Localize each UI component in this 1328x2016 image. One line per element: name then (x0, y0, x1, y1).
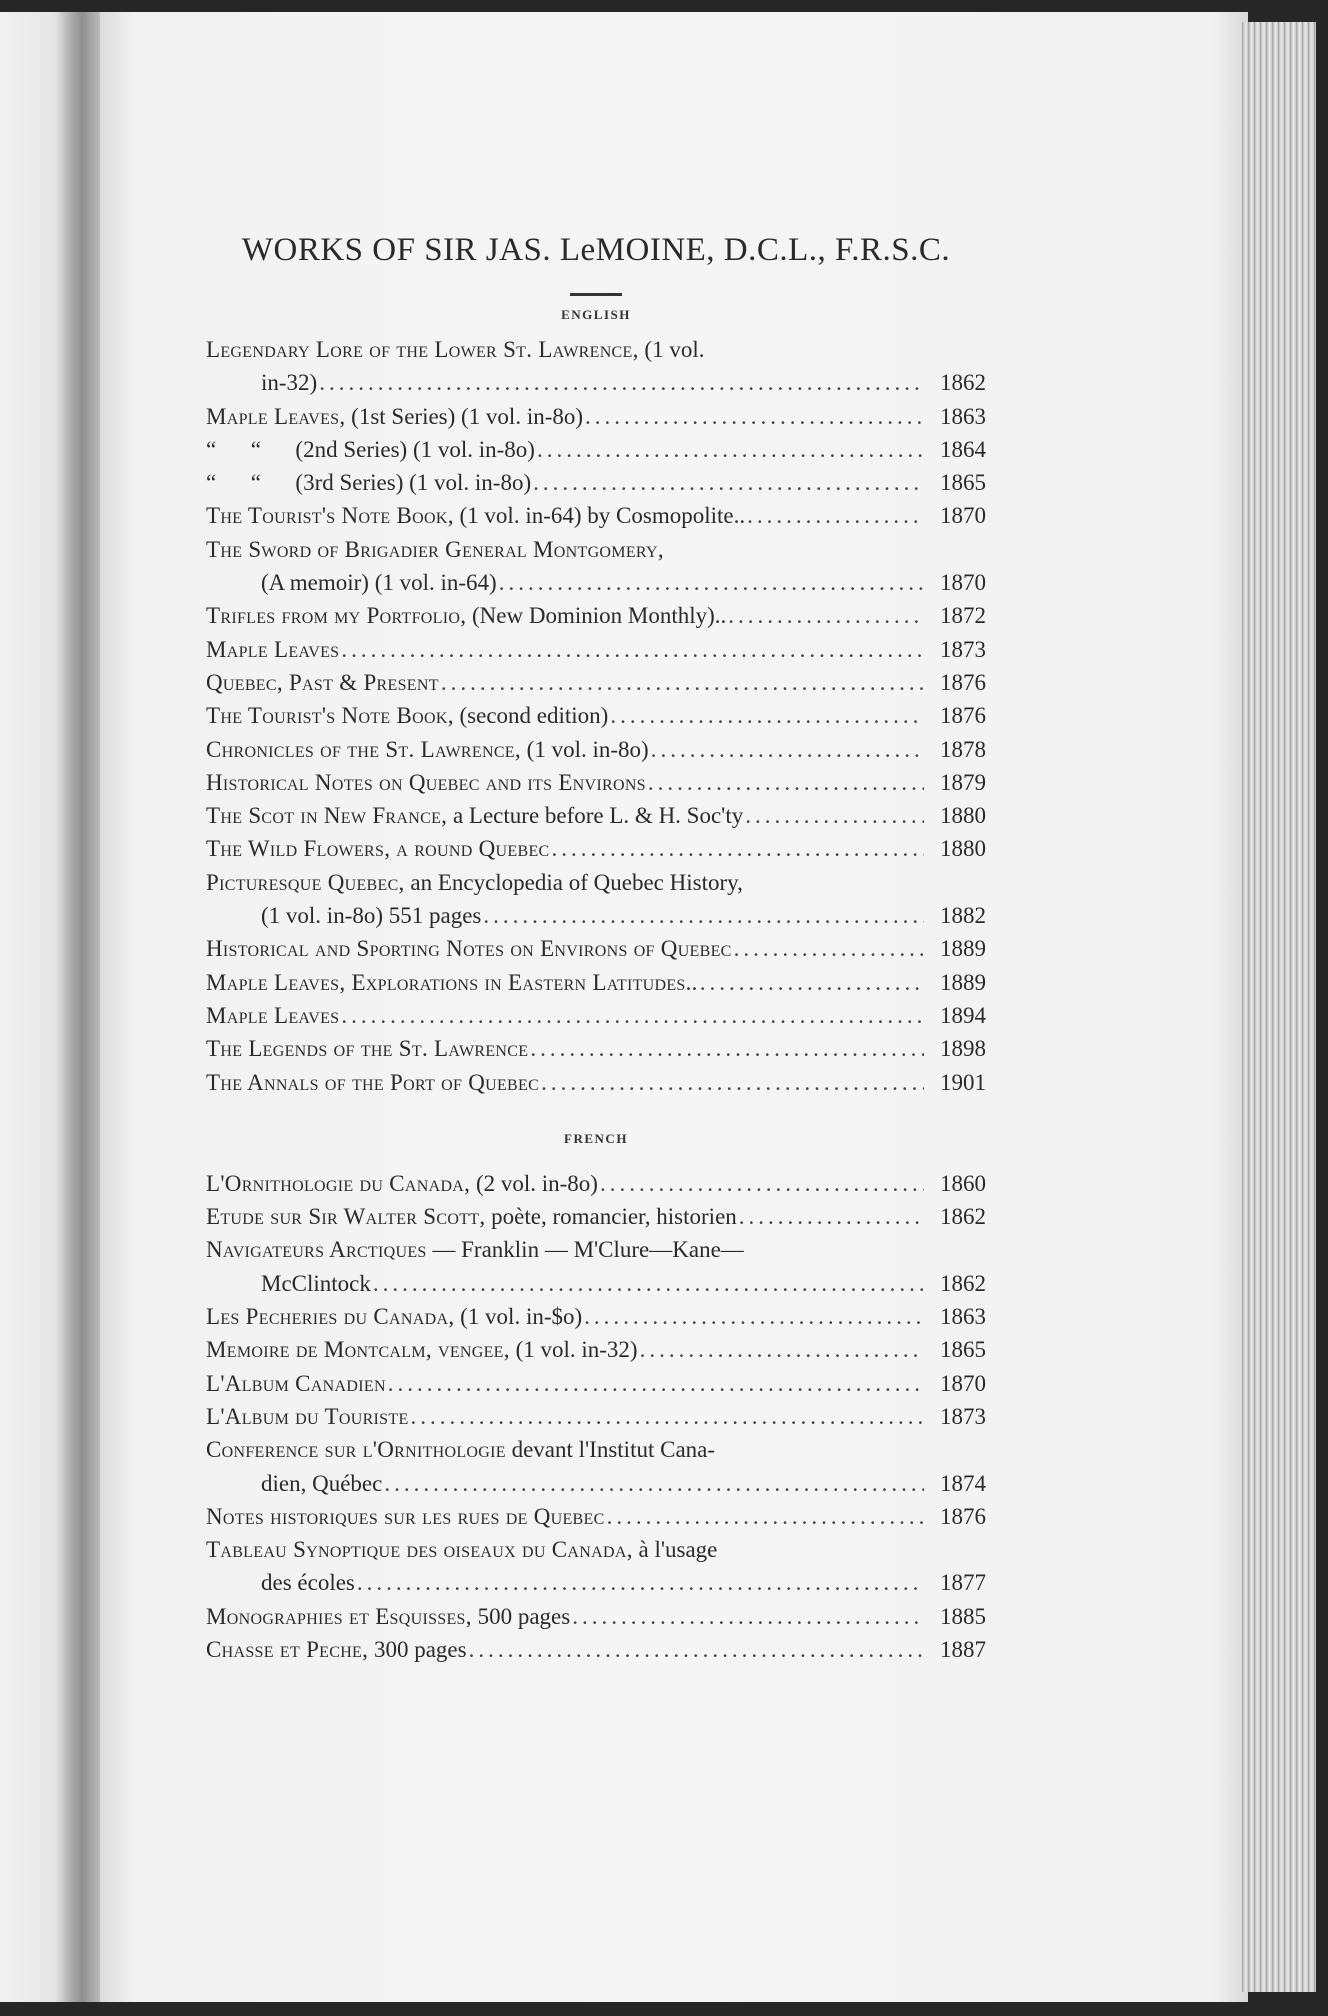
entry-title-text: “ “ (3rd Series) (1 vol. in-8o) (206, 470, 532, 496)
entry-title (261, 1267, 371, 1300)
list-item (206, 1167, 986, 1200)
entry-title-smallcaps: Maple Leaves (206, 1002, 340, 1028)
entry-year: 1860 (940, 1170, 986, 1196)
entry-year: 1870 (940, 503, 986, 529)
section-heading-french: FRENCH (564, 1130, 628, 1146)
entry-title (261, 566, 497, 599)
entry-line (206, 433, 986, 466)
entry-line (206, 866, 986, 899)
entry-title (206, 699, 608, 732)
leader-dots (605, 1500, 924, 1533)
entry-line (206, 599, 986, 632)
leader-dots (737, 1200, 924, 1233)
entry-year: 1870 (940, 570, 986, 596)
entry-line (206, 1300, 986, 1333)
entry-year: 1876 (940, 1503, 986, 1529)
leader-dots (382, 1467, 924, 1500)
entry-title-smallcaps: The Legends of the St. Lawrence (206, 1036, 529, 1062)
entry-title (206, 466, 531, 499)
entry-title-text: McClintock (261, 1270, 371, 1296)
leader-dots (317, 366, 924, 399)
entry-line (206, 1066, 986, 1099)
entry-title-text: (second edition) (453, 703, 609, 729)
list-item (206, 1533, 986, 1600)
entry-year: 1870 (940, 1370, 986, 1396)
entry-title-text: des écoles (261, 1570, 355, 1596)
entry-title (206, 932, 732, 965)
list-item (206, 1333, 986, 1366)
leader-dots (467, 1633, 924, 1666)
entry-line (206, 633, 986, 666)
entry-line (206, 1433, 986, 1466)
entry-year: 1873 (940, 636, 986, 662)
leader-dots (638, 1333, 924, 1366)
entry-title-smallcaps: The Scot in New France, (206, 803, 448, 829)
list-item (206, 799, 986, 832)
entry-title-smallcaps: Tableau Synoptique des oiseaux du Canada, (206, 1537, 633, 1563)
list-item (206, 599, 986, 632)
entry-title (261, 1566, 355, 1599)
entry-line (206, 1367, 986, 1400)
entry-title-smallcaps: The Tourist's Note Book, (206, 703, 454, 729)
entry-title-smallcaps: Chronicles of the St. Lawrence, (206, 736, 521, 762)
list-item (206, 1500, 986, 1533)
entry-title (206, 1032, 528, 1065)
entry-title-smallcaps: The Annals of the Port of Quebec (206, 1069, 540, 1095)
entry-line (206, 999, 986, 1032)
entry-title (206, 400, 583, 433)
entry-line (206, 366, 986, 399)
entry-title (206, 1400, 409, 1433)
entry-line (206, 499, 986, 532)
list-item (206, 433, 986, 466)
entry-year: 1864 (940, 436, 986, 462)
entry-year: 1880 (940, 803, 986, 829)
entry-year: 1882 (940, 903, 986, 929)
entry-year: 1862 (940, 1204, 986, 1230)
page-edges (1242, 22, 1316, 1992)
entry-title (206, 999, 339, 1032)
list-item (206, 400, 986, 433)
entry-title-smallcaps: The Tourist's Note Book, (206, 503, 454, 529)
entry-line (206, 1267, 986, 1300)
entry-title (206, 1300, 582, 1333)
entry-year: 1901 (940, 1069, 986, 1095)
list-item (206, 1600, 986, 1633)
entry-year: 1880 (940, 836, 986, 862)
entry-year: 1889 (940, 936, 986, 962)
list-item (206, 932, 986, 965)
list-item (206, 733, 986, 766)
entry-year: 1873 (940, 1403, 986, 1429)
leader-dots (582, 1300, 924, 1333)
entry-line (206, 333, 986, 366)
entry-title-smallcaps: L'Album Canadien (206, 1370, 386, 1396)
list-item (206, 966, 986, 999)
entry-title-smallcaps: Les Pecheries du Canada, (206, 1304, 455, 1330)
entry-line (206, 899, 986, 932)
entry-title (206, 599, 726, 632)
entry-title-text: (2 vol. in-8o) (470, 1170, 598, 1196)
leader-dots (528, 1032, 924, 1065)
entry-title-text: devant l'Institut Cana- (505, 1437, 716, 1463)
entry-title-text: dien, Québec (261, 1470, 383, 1496)
entry-title-smallcaps: Notes historiques sur les rues de Quebec (206, 1503, 605, 1529)
entry-line (206, 832, 986, 865)
entry-title-smallcaps: L'Ornithologie du Canada, (206, 1170, 471, 1196)
entry-title-text: (1 vol. in-64) by Cosmopolite.. (453, 503, 746, 529)
entry-year: 1876 (940, 669, 986, 695)
entry-line (206, 466, 986, 499)
entry-title (206, 799, 743, 832)
entry-title (206, 666, 439, 699)
entry-year: 1862 (940, 1270, 986, 1296)
entry-title-smallcaps: Conference sur l'Ornithologie (206, 1437, 506, 1463)
entry-line (206, 1467, 986, 1500)
entry-year: 1878 (940, 736, 986, 762)
entry-title (206, 1233, 744, 1266)
entry-title (206, 866, 743, 899)
leader-dots (732, 932, 924, 965)
entry-title-smallcaps: Historical Notes on Quebec and its Environs (206, 769, 646, 795)
list-item (206, 466, 986, 499)
entry-title-smallcaps: Navigateurs Arctiques (206, 1237, 427, 1263)
entry-line (206, 1500, 986, 1533)
leader-dots (339, 999, 924, 1032)
list-item (206, 866, 986, 933)
entry-title-smallcaps: Chasse et Peche, (206, 1636, 369, 1662)
list-item (206, 333, 986, 400)
entry-line (206, 1233, 986, 1266)
entry-title-smallcaps: The Wild Flowers, a round Quebec (206, 836, 550, 862)
entry-title-smallcaps: Legendary Lore of the Lower St. Lawrence, (206, 337, 639, 362)
entry-line (206, 932, 986, 965)
entry-title-text: (A memoir) (1 vol. in-64) (261, 570, 497, 596)
list-item (206, 1233, 986, 1300)
leader-dots (409, 1400, 924, 1433)
entry-line (206, 1167, 986, 1200)
entry-title (206, 633, 339, 666)
entry-year: 1863 (940, 1304, 986, 1330)
entry-year: 1877 (940, 1570, 986, 1596)
entry-title (206, 1367, 386, 1400)
entry-title (206, 966, 698, 999)
section-heading-english: ENGLISH (561, 307, 631, 322)
list-item (206, 699, 986, 732)
leader-dots (598, 1167, 924, 1200)
entry-year: 1865 (940, 470, 986, 496)
entry-title-text: (New Dominion Monthly).. (466, 603, 727, 629)
entry-title-text: in-32) (261, 370, 318, 396)
entry-title-text: (1 vol. in-8o) 551 pages (261, 903, 482, 929)
entry-title-smallcaps: Maple Leaves, Explorations in Eastern Latitudes.. (206, 969, 698, 995)
entry-line (206, 1533, 986, 1566)
entry-title (206, 766, 646, 799)
entry-year: 1879 (940, 769, 986, 795)
entry-year: 1894 (940, 1002, 986, 1028)
leader-dots (726, 599, 924, 632)
entry-title-text: — Franklin — M'Clure—Kane— (426, 1237, 744, 1263)
list-item (206, 1367, 986, 1400)
leader-dots (743, 799, 924, 832)
entry-line (206, 1333, 986, 1366)
entry-title-text: “ “ (2nd Series) (1 vol. in-8o) (206, 436, 535, 462)
entry-line (206, 799, 986, 832)
entry-title-smallcaps: Picturesque Quebec, (206, 869, 405, 895)
entry-title-text: (1st Series) (1 vol. in-8o) (345, 403, 584, 429)
leader-dots (583, 400, 924, 433)
entry-line (206, 699, 986, 732)
entry-title (206, 1633, 467, 1666)
list-item (206, 1200, 986, 1233)
list-item (206, 1400, 986, 1433)
book-spine-shadow (0, 12, 100, 2002)
entry-title (261, 1467, 382, 1500)
leader-dots (497, 566, 924, 599)
entry-year: 1889 (940, 969, 986, 995)
leader-dots (539, 1066, 924, 1099)
entry-title (261, 366, 317, 399)
entry-year: 1862 (940, 370, 986, 396)
entry-title (206, 1500, 605, 1533)
leader-dots (745, 499, 924, 532)
leader-dots (535, 433, 924, 466)
entry-title-smallcaps: Maple Leaves (206, 636, 340, 662)
french-works-list (206, 1167, 986, 1666)
leader-dots (550, 832, 925, 865)
list-item (206, 1066, 986, 1099)
entry-title-smallcaps: Trifles from my Portfolio, (206, 603, 467, 629)
entry-title (261, 899, 481, 932)
entry-year: 1863 (940, 403, 986, 429)
entry-line (206, 1600, 986, 1633)
entry-title (206, 1533, 717, 1566)
entry-year: 1898 (940, 1036, 986, 1062)
entry-title-text: (1 vol. in-$o) (454, 1304, 583, 1330)
leader-dots (481, 899, 924, 932)
list-item (206, 1633, 986, 1666)
entry-line (206, 1200, 986, 1233)
entry-year: 1874 (940, 1470, 986, 1496)
leader-dots (608, 699, 924, 732)
entry-title-text: (1 vol. in-32) (509, 1337, 638, 1363)
entry-title-smallcaps: Etude sur Sir Walter Scott, (206, 1204, 486, 1230)
list-item (206, 1300, 986, 1333)
entry-title (206, 333, 704, 366)
entry-line (206, 400, 986, 433)
entry-line (206, 666, 986, 699)
entry-title (206, 1167, 598, 1200)
leader-dots (649, 733, 924, 766)
entry-title-text: à l'usage (632, 1537, 718, 1563)
list-item (206, 1032, 986, 1065)
entry-title-smallcaps: Memoire de Montcalm, vengee, (206, 1337, 510, 1363)
entry-year: 1885 (940, 1603, 986, 1629)
entry-title (206, 1200, 737, 1233)
list-item (206, 499, 986, 532)
entry-line (206, 566, 986, 599)
list-item (206, 666, 986, 699)
entry-line (206, 966, 986, 999)
entry-title-text: (1 vol. (638, 337, 705, 362)
leader-dots (646, 766, 924, 799)
entry-title-text: (1 vol. in-8o) (520, 736, 649, 762)
entry-title-text: a Lecture before L. & H. Soc'ty (447, 803, 744, 829)
list-item (206, 1433, 986, 1500)
list-item (206, 633, 986, 666)
leader-dots (339, 633, 924, 666)
entry-line (206, 1566, 986, 1599)
leader-dots (371, 1267, 924, 1300)
entry-title (206, 832, 550, 865)
entry-title (206, 1066, 539, 1099)
list-item (206, 766, 986, 799)
entry-title (206, 1433, 715, 1466)
entry-line (206, 1633, 986, 1666)
entry-title (206, 1333, 638, 1366)
entry-title-smallcaps: The Sword of Brigadier General Montgomery, (206, 536, 664, 562)
entry-title (206, 433, 535, 466)
leader-dots (439, 666, 924, 699)
entry-title-text: poète, romancier, historien (485, 1204, 737, 1230)
entry-line (206, 766, 986, 799)
entry-year: 1887 (940, 1636, 986, 1662)
entry-title (206, 533, 664, 566)
entry-title-smallcaps: Monographies et Esquisses, (206, 1603, 472, 1629)
entry-title-smallcaps: L'Album du Touriste (206, 1403, 409, 1429)
entry-title-text: 500 pages (471, 1603, 571, 1629)
title-rule (570, 293, 622, 296)
entry-year: 1865 (940, 1337, 986, 1363)
list-item (206, 999, 986, 1032)
entry-title-smallcaps: Quebec, Past & Present (206, 669, 439, 695)
list-item (206, 533, 986, 600)
entry-title-smallcaps: Maple Leaves, (206, 403, 346, 429)
entry-line (206, 733, 986, 766)
entry-line (206, 1400, 986, 1433)
page-content (206, 232, 986, 1666)
entry-title (206, 499, 745, 532)
list-item (206, 832, 986, 865)
entry-year: 1876 (940, 703, 986, 729)
entry-title (206, 1600, 570, 1633)
entry-year: 1872 (940, 603, 986, 629)
leader-dots (355, 1566, 924, 1599)
leader-dots (698, 966, 924, 999)
page-title: WORKS OF SIR JAS. LeMOINE, D.C.L., F.R.S.C. (241, 232, 951, 268)
entry-title-text: an Encyclopedia of Quebec History, (404, 869, 743, 895)
english-works-list (206, 333, 986, 1099)
entry-line (206, 1032, 986, 1065)
entry-title (206, 733, 649, 766)
leader-dots (570, 1600, 924, 1633)
entry-title-text: 300 pages (368, 1636, 467, 1662)
entry-line (206, 533, 986, 566)
leader-dots (386, 1367, 924, 1400)
leader-dots (531, 466, 924, 499)
entry-title-smallcaps: Historical and Sporting Notes on Environs of Quebec (206, 936, 732, 962)
